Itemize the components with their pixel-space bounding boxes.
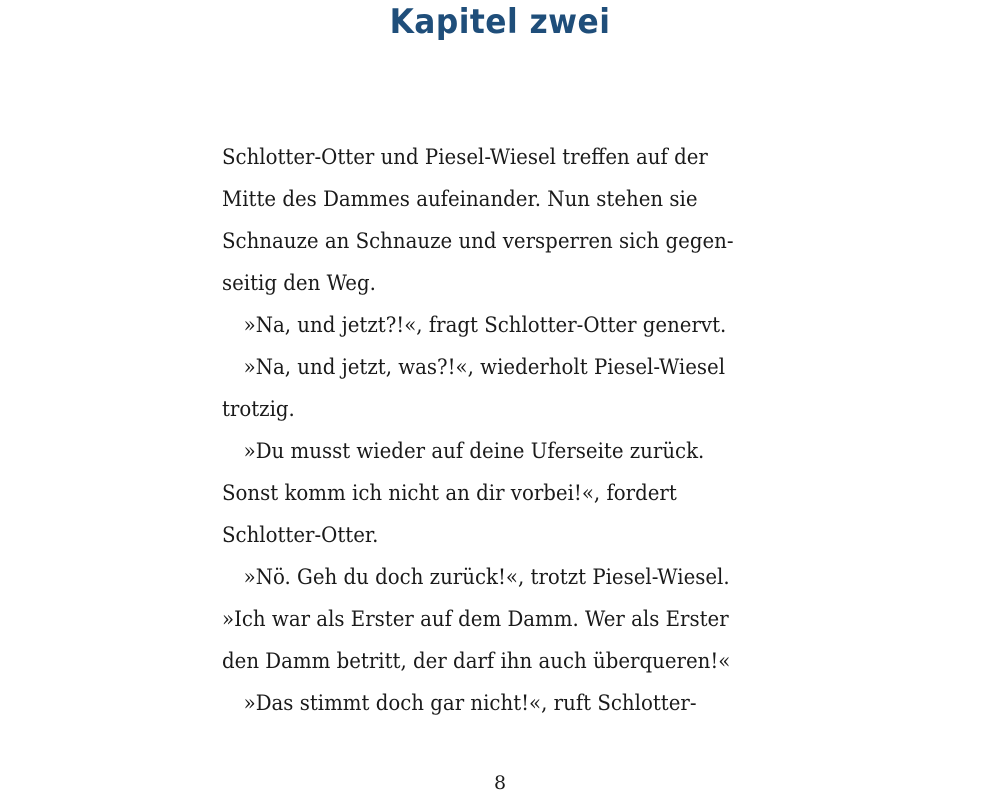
chapter-body-text — [222, 136, 792, 724]
text-line: »Na, und jetzt, was?!«, wiederholt Piesel-Wiesel — [243, 355, 726, 379]
text-line: Schlotter-Otter und Piesel-Wiesel treffen auf der — [222, 145, 708, 169]
text-line: »Ich war als Erster auf dem Damm. Wer als Erster — [222, 607, 729, 631]
text-line: »Du musst wieder auf deine Uferseite zurück. — [243, 439, 705, 463]
text-line: »Das stimmt doch gar nicht!«, ruft Schlotter- — [243, 691, 697, 715]
text-line: »Na, und jetzt?!«, fragt Schlotter-Otter genervt. — [243, 313, 727, 337]
text-line: Schnauze an Schnauze und versperren sich gegen- — [222, 229, 734, 253]
text-line: Mitte des Dammes aufeinander. Nun stehen sie — [222, 187, 698, 211]
text-line: Sonst komm ich nicht an dir vorbei!«, fordert — [222, 481, 677, 505]
text-line: »Nö. Geh du doch zurück!«, trotzt Piesel-Wiesel. — [243, 565, 730, 589]
text-line: den Damm betritt, der darf ihn auch überqueren!« — [222, 649, 731, 673]
text-line: Schlotter-Otter. — [222, 523, 379, 547]
text-line: trotzig. — [222, 397, 295, 421]
text-line: seitig den Weg. — [222, 271, 376, 295]
page-number: 8 — [493, 772, 507, 794]
chapter-title: Kapitel zwei — [389, 2, 611, 42]
